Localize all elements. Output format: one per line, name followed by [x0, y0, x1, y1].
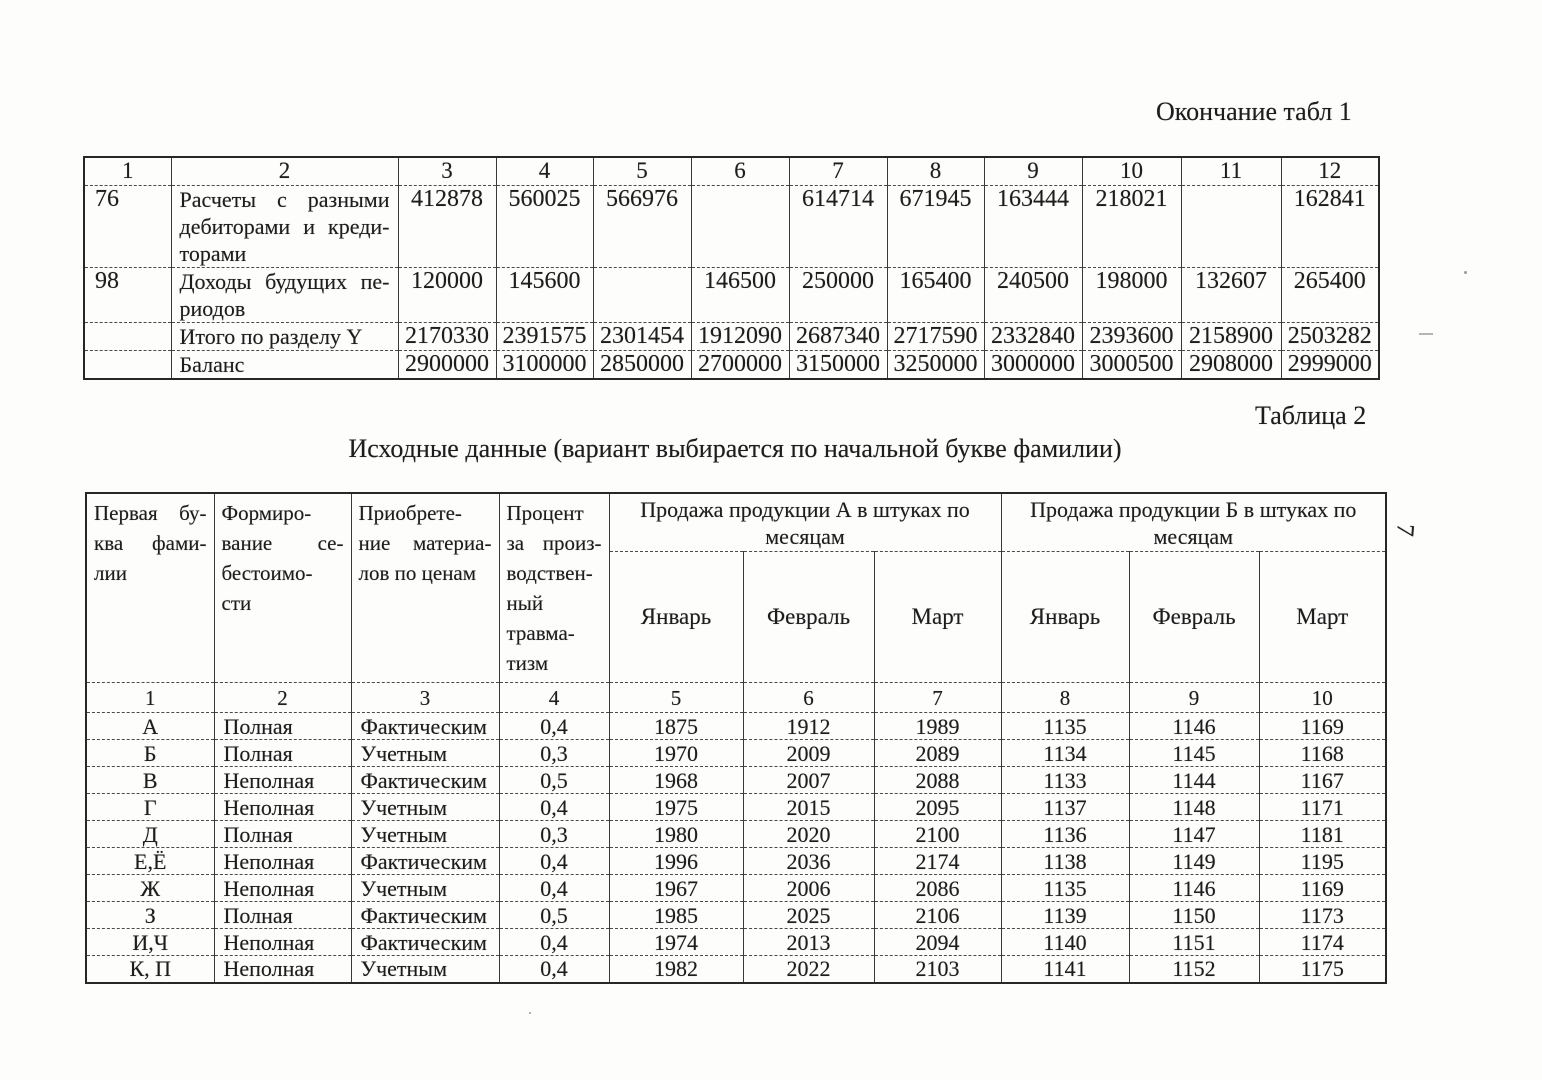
amount-cell: 240500: [984, 267, 1082, 322]
amount-cell: 566976: [593, 185, 691, 267]
amount-cell: 412878: [398, 185, 496, 267]
materials-price-cell: Учетным: [351, 875, 499, 902]
amount-cell: [1181, 185, 1281, 267]
materials-price-cell: Фактическим: [351, 767, 499, 794]
table1-column-number-row: [84, 157, 1379, 185]
amount-cell: 3250000: [887, 350, 984, 379]
header-line: месяцам: [1153, 523, 1234, 549]
header-cost-formation: [214, 493, 351, 683]
table1-column-number: 6: [691, 157, 789, 185]
materials-price-cell: Учетным: [351, 740, 499, 767]
account-name-cell: [171, 185, 398, 267]
table1-column-number: 2: [171, 157, 398, 185]
header-line: ние материа-: [358, 531, 492, 555]
surname-letter-cell: Д: [86, 821, 214, 848]
sales-value-cell: 1146: [1129, 713, 1259, 740]
surname-letter-cell: В: [86, 767, 214, 794]
header-month: Февраль: [1129, 552, 1259, 683]
materials-price-cell: Учетным: [351, 794, 499, 821]
injury-percent-cell: 0,4: [499, 713, 609, 740]
sales-value-cell: 1989: [874, 713, 1001, 740]
table1-column-number: 3: [398, 157, 496, 185]
table1-column-number: 1: [84, 157, 171, 185]
materials-price-cell: Фактическим: [351, 848, 499, 875]
amount-cell: 2900000: [398, 350, 496, 379]
amount-cell: 198000: [1082, 267, 1181, 322]
sales-value-cell: 1138: [1001, 848, 1129, 875]
sales-value-cell: 1980: [609, 821, 743, 848]
sales-value-cell: 2174: [874, 848, 1001, 875]
sales-value-cell: 1181: [1259, 821, 1386, 848]
header-line: лии: [94, 561, 127, 585]
amount-cell: 2717590: [887, 322, 984, 350]
table2-column-number: 2: [214, 683, 351, 713]
account-name-line: риодов: [179, 295, 246, 321]
table2-row: [86, 740, 1386, 767]
amount-cell: 3150000: [789, 350, 887, 379]
table2-column-number: 9: [1129, 683, 1259, 713]
amount-cell: [691, 185, 789, 267]
amount-cell: 2908000: [1181, 350, 1281, 379]
sales-value-cell: 1967: [609, 875, 743, 902]
table2-column-number-row: [86, 683, 1386, 713]
sales-value-cell: 1975: [609, 794, 743, 821]
materials-price-cell: Учетным: [351, 821, 499, 848]
table1-column-number: 11: [1181, 157, 1281, 185]
sales-value-cell: 2103: [874, 956, 1001, 983]
surname-letter-cell: Ж: [86, 875, 214, 902]
sales-value-cell: 2013: [743, 929, 874, 956]
amount-cell: 250000: [789, 267, 887, 322]
sales-value-cell: 1139: [1001, 902, 1129, 929]
table1-column-number: 12: [1281, 157, 1379, 185]
account-name-cell: [171, 267, 398, 322]
header-line: вание се-: [221, 531, 344, 555]
amount-cell: 162841: [1281, 185, 1379, 267]
cost-formation-cell: Неполная: [214, 875, 351, 902]
header-line: травма-: [506, 621, 575, 645]
account-name-line: дебиторами и креди-: [179, 213, 390, 239]
sales-value-cell: 1140: [1001, 929, 1129, 956]
table2-group-header-row: [86, 493, 1386, 552]
amount-cell: 146500: [691, 267, 789, 322]
amount-cell: 671945: [887, 185, 984, 267]
account-name-line: Итого по разделу Y: [179, 323, 363, 349]
table1-row: [84, 322, 1379, 350]
sales-value-cell: 1135: [1001, 875, 1129, 902]
header-line: ный: [506, 591, 544, 615]
header-line: Продажа продукции Б в штуках по: [1030, 496, 1357, 522]
sales-value-cell: 2020: [743, 821, 874, 848]
account-code-cell: [84, 350, 171, 379]
cost-formation-cell: Полная: [214, 902, 351, 929]
header-line: Первая бу-: [94, 501, 207, 525]
sales-value-cell: 1134: [1001, 740, 1129, 767]
header-month: Январь: [1001, 552, 1129, 683]
amount-cell: 2503282: [1281, 322, 1379, 350]
account-name-line: торами: [179, 240, 247, 266]
table1-column-number: 5: [593, 157, 691, 185]
header-month: Январь: [609, 552, 743, 683]
table2-label: Таблица 2: [1255, 401, 1367, 430]
header-injury-percent: [499, 493, 609, 683]
sales-value-cell: 1169: [1259, 713, 1386, 740]
surname-letter-cell: И,Ч: [86, 929, 214, 956]
header-sales-product-b: [1001, 493, 1386, 552]
header-line: за произ-: [506, 531, 602, 555]
account-code-cell: 76: [84, 185, 171, 267]
sales-value-cell: 1150: [1129, 902, 1259, 929]
amount-cell: 2850000: [593, 350, 691, 379]
sales-value-cell: 1152: [1129, 956, 1259, 983]
header-line: месяцам: [765, 523, 845, 549]
header-month: Март: [1259, 552, 1386, 683]
scan-noise-dot: [1464, 271, 1467, 274]
account-code-cell: [84, 322, 171, 350]
injury-percent-cell: 0,4: [499, 875, 609, 902]
sales-value-cell: 1168: [1259, 740, 1386, 767]
injury-percent-cell: 0,4: [499, 956, 609, 983]
sales-value-cell: 1141: [1001, 956, 1129, 983]
injury-percent-cell: 0,4: [499, 929, 609, 956]
table2-column-number: 6: [743, 683, 874, 713]
table2-row: [86, 767, 1386, 794]
table1-column-number: 10: [1082, 157, 1181, 185]
table1-column-number: 7: [789, 157, 887, 185]
table2-column-number: 5: [609, 683, 743, 713]
header-line: Формиро-: [221, 501, 312, 525]
account-name-line: Баланс: [179, 351, 245, 377]
table1-balance-continuation: [83, 156, 1380, 380]
header-surname-letter: [86, 493, 214, 683]
surname-letter-cell: К, П: [86, 956, 214, 983]
account-name-line: Расчеты с разными: [179, 186, 390, 212]
sales-value-cell: 1151: [1129, 929, 1259, 956]
materials-price-cell: Учетным: [351, 956, 499, 983]
amount-cell: [593, 267, 691, 322]
table2-row: [86, 902, 1386, 929]
sales-value-cell: 1135: [1001, 713, 1129, 740]
amount-cell: 165400: [887, 267, 984, 322]
table2-row: [86, 848, 1386, 875]
account-name-line: Доходы будущих пе-: [179, 268, 390, 294]
account-name-cell: [171, 322, 398, 350]
table1-column-number: 4: [496, 157, 593, 185]
sales-value-cell: 1146: [1129, 875, 1259, 902]
sales-value-cell: 1974: [609, 929, 743, 956]
sales-value-cell: 2106: [874, 902, 1001, 929]
side-page-number: 7: [1390, 522, 1419, 538]
cost-formation-cell: Полная: [214, 821, 351, 848]
header-line: лов по ценам: [358, 561, 477, 585]
cost-formation-cell: Полная: [214, 713, 351, 740]
header-line: тизм: [506, 651, 549, 675]
cost-formation-cell: Неполная: [214, 956, 351, 983]
table2-row: [86, 794, 1386, 821]
amount-cell: 120000: [398, 267, 496, 322]
sales-value-cell: 2100: [874, 821, 1001, 848]
sales-value-cell: 2086: [874, 875, 1001, 902]
table2-column-number: 7: [874, 683, 1001, 713]
table2-caption: Исходные данные (вариант выбирается по начальной букве фамилии): [348, 434, 1122, 463]
materials-price-cell: Фактическим: [351, 713, 499, 740]
header-line: бестоимо-: [221, 561, 313, 585]
table2-column-number: 1: [86, 683, 214, 713]
table2-column-number: 3: [351, 683, 499, 713]
amount-cell: 2999000: [1281, 350, 1379, 379]
cost-formation-cell: Неполная: [214, 929, 351, 956]
header-line: сти: [221, 591, 252, 615]
table2-row: [86, 875, 1386, 902]
amount-cell: 2393600: [1082, 322, 1181, 350]
surname-letter-cell: Г: [86, 794, 214, 821]
sales-value-cell: 2009: [743, 740, 874, 767]
sales-value-cell: 2089: [874, 740, 1001, 767]
sales-value-cell: 1174: [1259, 929, 1386, 956]
header-line: водствен-: [506, 561, 593, 585]
sales-value-cell: 2015: [743, 794, 874, 821]
sales-value-cell: 1167: [1259, 767, 1386, 794]
sales-value-cell: 1912: [743, 713, 874, 740]
amount-cell: 2700000: [691, 350, 789, 379]
amount-cell: 1912090: [691, 322, 789, 350]
amount-cell: 132607: [1181, 267, 1281, 322]
amount-cell: 560025: [496, 185, 593, 267]
table1-continuation-label: Окончание табл 1: [1156, 97, 1352, 126]
header-line: Продажа продукции А в штуках по: [640, 496, 970, 522]
sales-value-cell: 2094: [874, 929, 1001, 956]
table1-row: [84, 185, 1379, 267]
sales-value-cell: 1147: [1129, 821, 1259, 848]
table1-column-number: 9: [984, 157, 1082, 185]
sales-value-cell: 1970: [609, 740, 743, 767]
table2-column-number: 8: [1001, 683, 1129, 713]
amount-cell: 614714: [789, 185, 887, 267]
header-sales-product-a: [609, 493, 1001, 552]
amount-cell: 2170330: [398, 322, 496, 350]
sales-value-cell: 1169: [1259, 875, 1386, 902]
surname-letter-cell: Е,Ё: [86, 848, 214, 875]
sales-value-cell: 2036: [743, 848, 874, 875]
header-month: Февраль: [743, 552, 874, 683]
amount-cell: 2332840: [984, 322, 1082, 350]
sales-value-cell: 2022: [743, 956, 874, 983]
sales-value-cell: 1148: [1129, 794, 1259, 821]
sales-value-cell: 2007: [743, 767, 874, 794]
injury-percent-cell: 0,3: [499, 740, 609, 767]
injury-percent-cell: 0,5: [499, 767, 609, 794]
account-name-cell: [171, 350, 398, 379]
surname-letter-cell: З: [86, 902, 214, 929]
sales-value-cell: 1173: [1259, 902, 1386, 929]
table1-column-number: 8: [887, 157, 984, 185]
header-line: ква фами-: [94, 531, 207, 555]
sales-value-cell: 1195: [1259, 848, 1386, 875]
sales-value-cell: 1136: [1001, 821, 1129, 848]
sales-value-cell: 1144: [1129, 767, 1259, 794]
surname-letter-cell: Б: [86, 740, 214, 767]
sales-value-cell: 1985: [609, 902, 743, 929]
sales-value-cell: 2006: [743, 875, 874, 902]
sales-value-cell: 1145: [1129, 740, 1259, 767]
materials-price-cell: Фактическим: [351, 929, 499, 956]
table2-column-number: 10: [1259, 683, 1386, 713]
amount-cell: 163444: [984, 185, 1082, 267]
sales-value-cell: 1149: [1129, 848, 1259, 875]
header-materials-price: [351, 493, 499, 683]
materials-price-cell: Фактическим: [351, 902, 499, 929]
header-month: Март: [874, 552, 1001, 683]
sales-value-cell: 2095: [874, 794, 1001, 821]
sales-value-cell: 2088: [874, 767, 1001, 794]
cost-formation-cell: Неполная: [214, 848, 351, 875]
amount-cell: 2687340: [789, 322, 887, 350]
cost-formation-cell: Неполная: [214, 767, 351, 794]
sales-value-cell: 1875: [609, 713, 743, 740]
amount-cell: 218021: [1082, 185, 1181, 267]
header-line: Процент: [506, 501, 584, 525]
injury-percent-cell: 0,4: [499, 794, 609, 821]
amount-cell: 145600: [496, 267, 593, 322]
table2-source-data: [85, 492, 1387, 984]
injury-percent-cell: 0,5: [499, 902, 609, 929]
injury-percent-cell: 0,3: [499, 821, 609, 848]
table2-row: [86, 956, 1386, 983]
sales-value-cell: 2025: [743, 902, 874, 929]
sales-value-cell: 1968: [609, 767, 743, 794]
table2-row: [86, 713, 1386, 740]
table2-row: [86, 821, 1386, 848]
amount-cell: 2391575: [496, 322, 593, 350]
amount-cell: 265400: [1281, 267, 1379, 322]
amount-cell: 2158900: [1181, 322, 1281, 350]
cost-formation-cell: Неполная: [214, 794, 351, 821]
table2-column-number: 4: [499, 683, 609, 713]
sales-value-cell: 1137: [1001, 794, 1129, 821]
amount-cell: 2301454: [593, 322, 691, 350]
cost-formation-cell: Полная: [214, 740, 351, 767]
sales-value-cell: 1982: [609, 956, 743, 983]
sales-value-cell: 1175: [1259, 956, 1386, 983]
table1-row: [84, 267, 1379, 322]
account-code-cell: 98: [84, 267, 171, 322]
amount-cell: 3000500: [1082, 350, 1181, 379]
scan-noise-dot: [529, 1012, 531, 1014]
sales-value-cell: 1996: [609, 848, 743, 875]
sales-value-cell: 1171: [1259, 794, 1386, 821]
injury-percent-cell: 0,4: [499, 848, 609, 875]
amount-cell: 3000000: [984, 350, 1082, 379]
surname-letter-cell: А: [86, 713, 214, 740]
amount-cell: 3100000: [496, 350, 593, 379]
table1-row: [84, 350, 1379, 379]
header-line: Приобрете-: [358, 501, 462, 525]
table2-row: [86, 929, 1386, 956]
sales-value-cell: 1133: [1001, 767, 1129, 794]
scan-noise-smudge: [1419, 333, 1433, 335]
